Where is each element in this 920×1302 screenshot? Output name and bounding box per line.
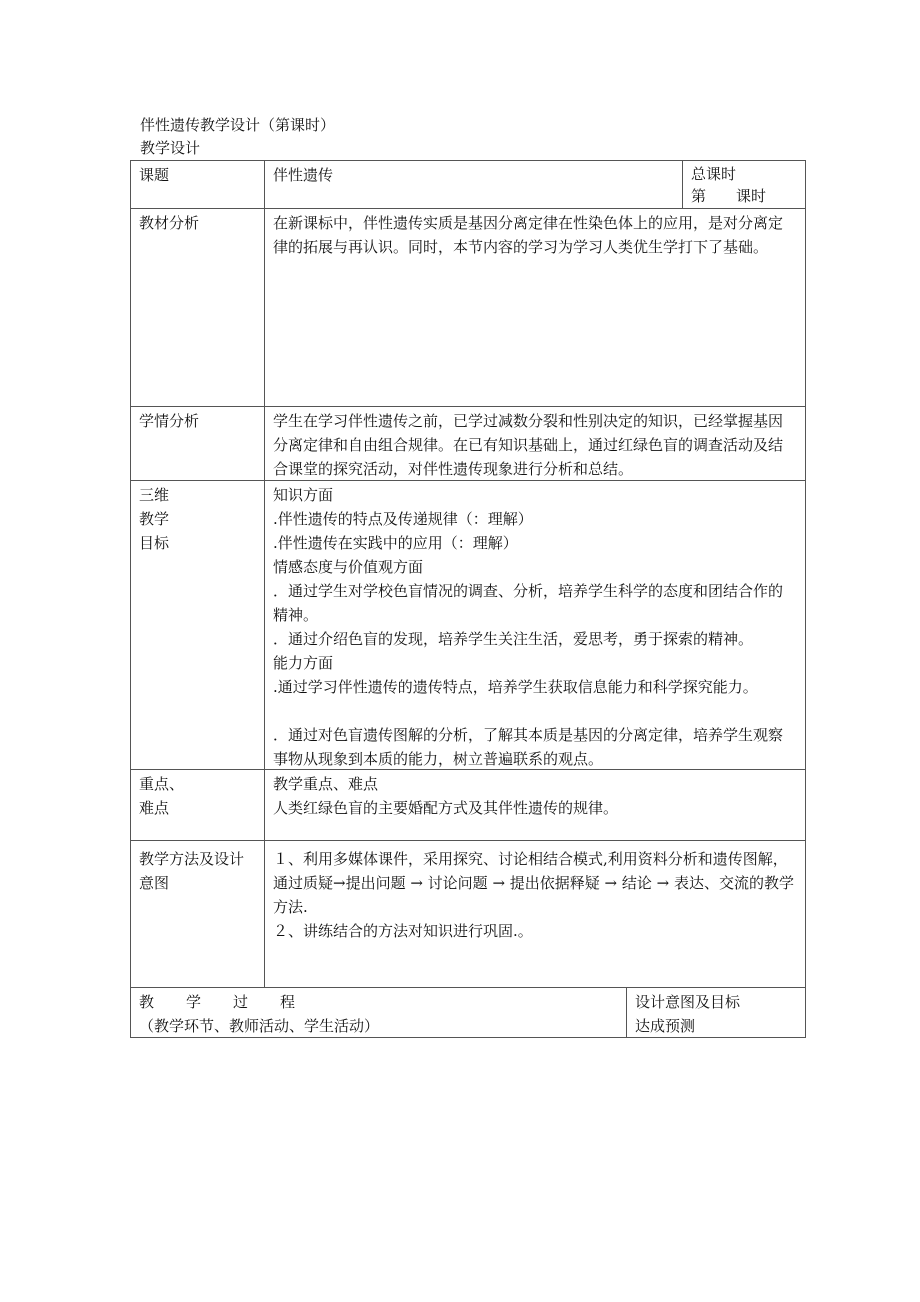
keypoints-label-line: 难点 xyxy=(139,799,170,817)
goal-item: ．通过对色盲遗传图解的分析，了解其本质是基因的分离定律，培养学生观察事物从现象到本质的能力，树立普遍联系的观点。 xyxy=(273,726,784,768)
students-text: 学生在学习伴性遗传之前，已学过减数分裂和性别决定的知识，已经掌握基因分离定律和自由组合规律。在已有知识基础上，通过红绿色盲的调查活动及结合课堂的探究活动，对伴性遗传现象进行分析和总结。 xyxy=(273,412,784,478)
methods-text-cell xyxy=(264,840,806,988)
lesson-label-prefix: 第 xyxy=(691,187,707,205)
topic-value-cell xyxy=(264,160,683,209)
process-label: 教学过程 xyxy=(139,993,328,1011)
goals-label-cell xyxy=(130,480,265,770)
page-subtitle: 教学设计 xyxy=(140,139,201,157)
material-label: 教材分析 xyxy=(139,214,200,232)
process-sublabel: （教学环节、教师活动、学生活动） xyxy=(139,1017,380,1035)
keypoints-text: 人类红绿色盲的主要婚配方式及其伴性遗传的规律。 xyxy=(273,799,619,817)
students-label: 学情分析 xyxy=(139,412,200,430)
total-hours-label: 总课时 xyxy=(691,165,737,183)
goal-item: ．通过学生对学校色盲情况的调查、分析，培养学生科学的态度和团结合作的精神。 xyxy=(273,582,784,624)
goals-label-line: 教学 xyxy=(139,510,170,528)
goal-heading-attitude: 情感态度与价值观方面 xyxy=(273,558,424,576)
material-label-cell xyxy=(130,208,265,407)
material-text-cell xyxy=(264,208,806,407)
students-text-cell xyxy=(264,406,806,481)
keypoints-label-line: 重点、 xyxy=(139,775,185,793)
goal-heading-knowledge: 知识方面 xyxy=(273,486,334,504)
topic-label-cell xyxy=(130,160,265,209)
keypoints-label-cell xyxy=(130,769,265,841)
goal-item: ．通过介绍色盲的发现，培养学生关注生活，爱思考，勇于探索的精神。 xyxy=(273,630,754,648)
goal-item: .伴性遗传的特点及传递规律（：理解） xyxy=(273,510,533,528)
topic-value: 伴性遗传 xyxy=(273,166,334,184)
keypoints-heading: 教学重点、难点 xyxy=(273,775,379,793)
method-item: ２、讲练结合的方法对知识进行巩固.。 xyxy=(273,922,533,940)
design-intent-label: 设计意图及目标 xyxy=(635,993,741,1011)
process-cell xyxy=(130,987,627,1038)
goal-item: .伴性遗传在实践中的应用（：理解） xyxy=(273,534,518,552)
goal-item: .通过学习伴性遗传的遗传特点，培养学生获取信息能力和科学探究能力。 xyxy=(273,678,758,696)
material-text: 在新课标中，伴性遗传实质是基因分离定律在性染色体上的应用，是对分离定律的拓展与再认识。同时，本节内容的学习为学习人类优生学打下了基础。 xyxy=(273,214,784,256)
goals-label-line: 三维 xyxy=(139,486,170,504)
methods-label: 教学方法及设计意图 xyxy=(139,850,245,892)
keypoints-text-cell xyxy=(264,769,806,841)
hours-cell xyxy=(682,160,806,209)
topic-label: 课题 xyxy=(139,166,170,184)
goals-label-line: 目标 xyxy=(139,534,170,552)
expected-outcome-label: 达成预测 xyxy=(635,1017,696,1035)
design-intent-cell xyxy=(626,987,806,1038)
goals-text-cell xyxy=(264,480,806,770)
students-label-cell xyxy=(130,406,265,481)
page-title: 伴性遗传教学设计（第课时） xyxy=(140,116,336,134)
method-item: １、利用多媒体课件，采用探究、讨论相结合模式,利用资料分析和遗传图解，通过质疑→提出问题 → 讨论问题 → 提出依据释疑 → 结论 → 表达、交流的教学方法. xyxy=(273,850,794,916)
methods-label-cell xyxy=(130,840,265,988)
goal-heading-ability: 能力方面 xyxy=(273,654,334,672)
lesson-label-suffix: 课时 xyxy=(736,187,767,205)
